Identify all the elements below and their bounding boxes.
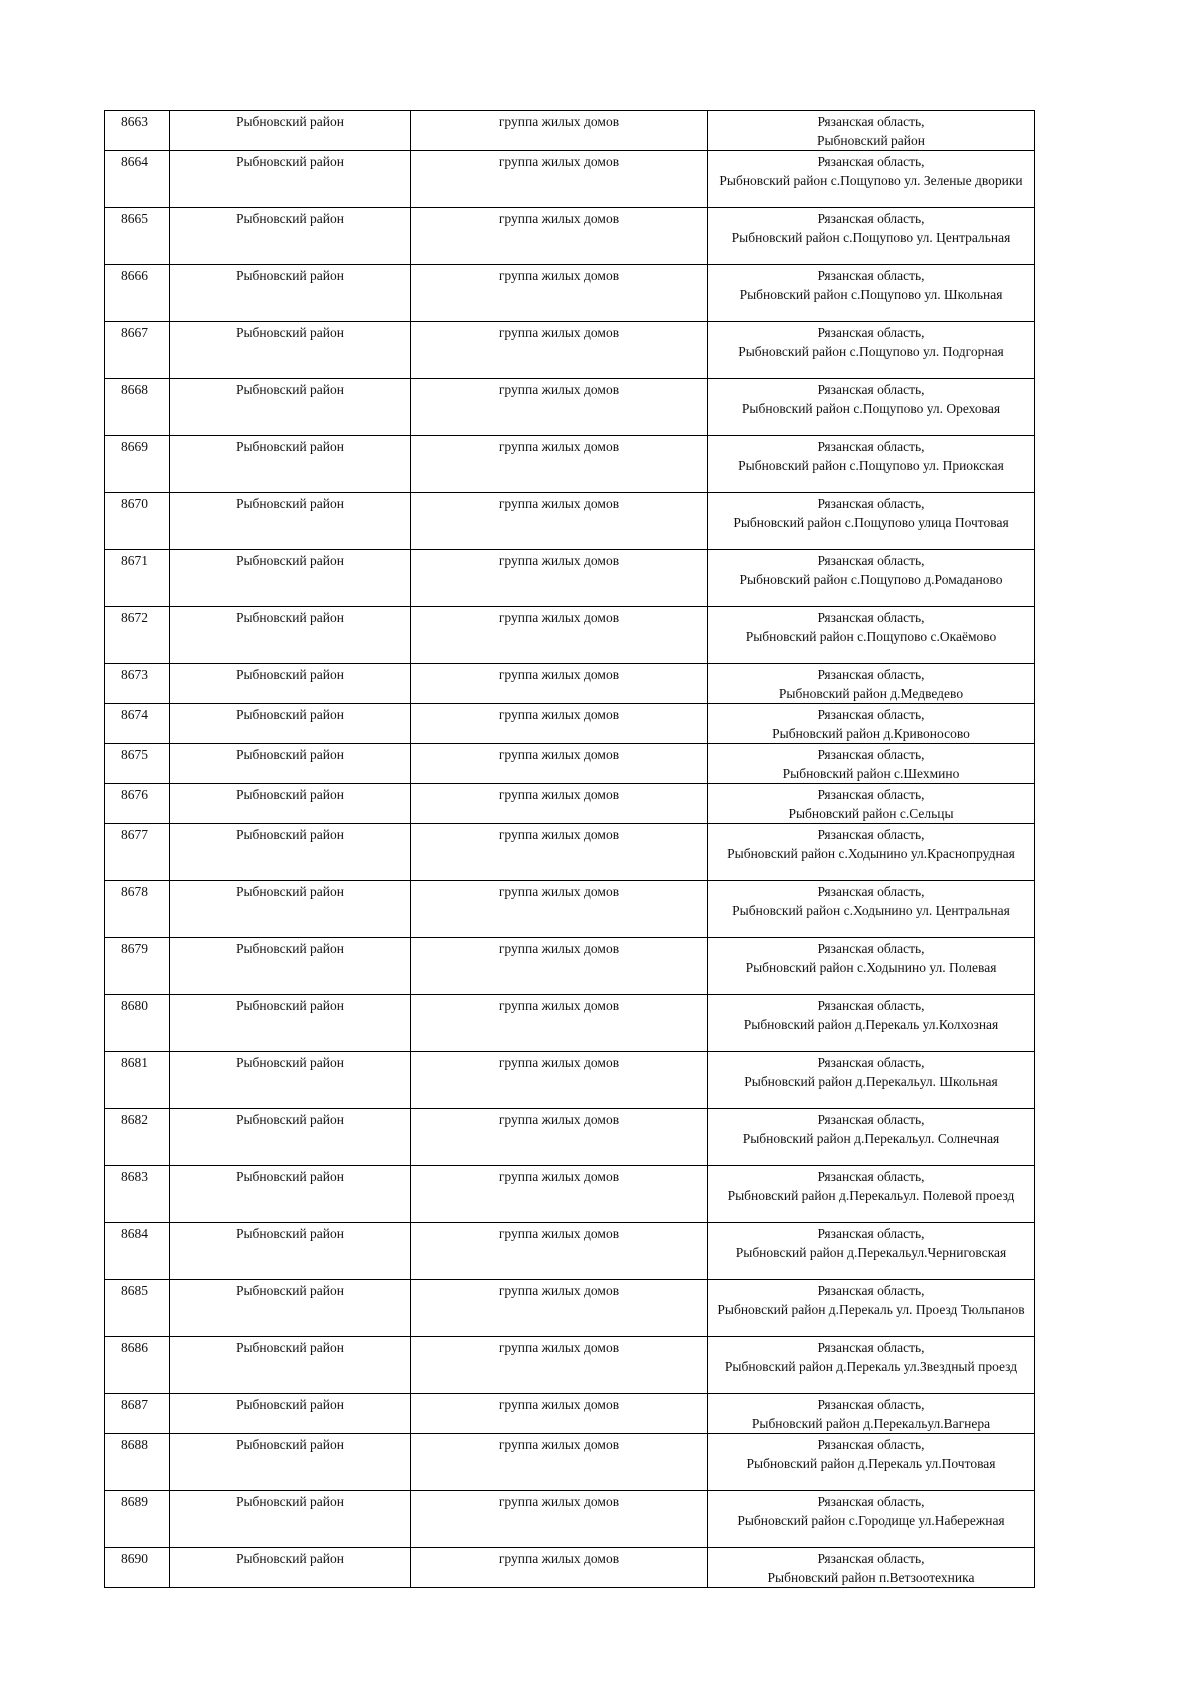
district-cell: Рыбновский район <box>170 111 411 151</box>
address-locality: Рыбновский район д.Перекаль ул.Звездный проезд <box>724 1359 1018 1374</box>
object-type-cell: группа жилых домов <box>411 550 708 607</box>
address-cell <box>708 607 1035 664</box>
address-locality: Рыбновский район д.Перекаль ул. Проезд Тюльпанов <box>717 1302 1025 1317</box>
table-row <box>105 664 1035 704</box>
address-cell <box>708 1109 1035 1166</box>
address-cell <box>708 436 1035 493</box>
address-region: Рязанская область, <box>817 1551 925 1566</box>
district-cell: Рыбновский район <box>170 379 411 436</box>
district-cell: Рыбновский район <box>170 1109 411 1166</box>
address-region: Рязанская область, <box>817 496 925 511</box>
table-row <box>105 744 1035 784</box>
object-type-cell: группа жилых домов <box>411 151 708 208</box>
address-cell <box>708 1548 1035 1588</box>
row-number-cell: 8678 <box>105 881 170 938</box>
address-cell <box>708 1052 1035 1109</box>
address-locality: Рыбновский район д.Кривоносово <box>772 726 970 741</box>
address-locality: Рыбновский район с.Сельцы <box>788 806 954 821</box>
address-locality: Рыбновский район д.Перекальул.Черниговская <box>735 1245 1007 1260</box>
district-cell: Рыбновский район <box>170 1491 411 1548</box>
object-type-cell: группа жилых домов <box>411 704 708 744</box>
address-cell <box>708 322 1035 379</box>
address-region: Рязанская область, <box>817 154 925 169</box>
table-row <box>105 1394 1035 1434</box>
object-type-cell: группа жилых домов <box>411 1434 708 1491</box>
table-row <box>105 265 1035 322</box>
object-type-cell: группа жилых домов <box>411 322 708 379</box>
object-type-cell: группа жилых домов <box>411 111 708 151</box>
address-region: Рязанская область, <box>817 941 925 956</box>
object-type-cell: группа жилых домов <box>411 265 708 322</box>
address-locality: Рыбновский район с.Пощупово ул. Школьная <box>739 287 1003 302</box>
row-number-cell: 8676 <box>105 784 170 824</box>
address-region: Рязанская область, <box>817 1340 925 1355</box>
object-type-cell: группа жилых домов <box>411 493 708 550</box>
object-type-cell: группа жилых домов <box>411 784 708 824</box>
address-locality: Рыбновский район с.Пощупово ул. Зеленые дворики <box>719 173 1023 188</box>
address-region: Рязанская область, <box>817 1169 925 1184</box>
row-number-cell: 8665 <box>105 208 170 265</box>
registry-table-body <box>105 111 1035 1588</box>
object-type-cell: группа жилых домов <box>411 824 708 881</box>
address-locality: Рыбновский район д.Перекальул. Школьная <box>744 1074 998 1089</box>
address-cell <box>708 493 1035 550</box>
object-type-cell: группа жилых домов <box>411 1337 708 1394</box>
address-region: Рязанская область, <box>817 114 925 129</box>
address-locality: Рыбновский район <box>816 133 926 148</box>
district-cell: Рыбновский район <box>170 1548 411 1588</box>
row-number-cell: 8669 <box>105 436 170 493</box>
row-number-cell: 8671 <box>105 550 170 607</box>
district-cell: Рыбновский район <box>170 881 411 938</box>
row-number-cell: 8667 <box>105 322 170 379</box>
address-cell <box>708 1166 1035 1223</box>
address-locality: Рыбновский район с.Пощупово д.Ромаданово <box>739 572 1003 587</box>
district-cell: Рыбновский район <box>170 1052 411 1109</box>
address-region: Рязанская область, <box>817 439 925 454</box>
table-row <box>105 379 1035 436</box>
address-region: Рязанская область, <box>817 268 925 283</box>
address-locality: Рыбновский район д.Медведево <box>778 686 964 701</box>
address-region: Рязанская область, <box>817 1397 925 1412</box>
table-row <box>105 1491 1035 1548</box>
address-cell <box>708 151 1035 208</box>
district-cell: Рыбновский район <box>170 664 411 704</box>
district-cell: Рыбновский район <box>170 493 411 550</box>
district-cell: Рыбновский район <box>170 322 411 379</box>
district-cell: Рыбновский район <box>170 824 411 881</box>
address-region: Рязанская область, <box>817 827 925 842</box>
row-number-cell: 8668 <box>105 379 170 436</box>
table-row <box>105 995 1035 1052</box>
address-locality: Рыбновский район д.Перекальул. Солнечная <box>742 1131 1000 1146</box>
address-locality: Рыбновский район с.Пощупово с.Окаёмово <box>745 629 997 644</box>
row-number-cell: 8673 <box>105 664 170 704</box>
address-region: Рязанская область, <box>817 325 925 340</box>
address-cell <box>708 664 1035 704</box>
row-number-cell: 8690 <box>105 1548 170 1588</box>
row-number-cell: 8686 <box>105 1337 170 1394</box>
object-type-cell: группа жилых домов <box>411 1109 708 1166</box>
district-cell: Рыбновский район <box>170 704 411 744</box>
table-row <box>105 881 1035 938</box>
row-number-cell: 8679 <box>105 938 170 995</box>
address-locality: Рыбновский район с.Городище ул.Набережная <box>737 1513 1005 1528</box>
address-cell <box>708 704 1035 744</box>
table-row <box>105 1434 1035 1491</box>
object-type-cell: группа жилых домов <box>411 1548 708 1588</box>
table-row <box>105 938 1035 995</box>
row-number-cell: 8677 <box>105 824 170 881</box>
row-number-cell: 8689 <box>105 1491 170 1548</box>
address-region: Рязанская область, <box>817 610 925 625</box>
address-cell <box>708 208 1035 265</box>
table-row <box>105 322 1035 379</box>
table-row <box>105 784 1035 824</box>
address-locality: Рыбновский район с.Пощупово улица Почтовая <box>733 515 1009 530</box>
address-cell <box>708 881 1035 938</box>
district-cell: Рыбновский район <box>170 607 411 664</box>
table-row <box>105 493 1035 550</box>
address-locality: Рыбновский район с.Шехмино <box>782 766 960 781</box>
district-cell: Рыбновский район <box>170 436 411 493</box>
row-number-cell: 8666 <box>105 265 170 322</box>
object-type-cell: группа жилых домов <box>411 607 708 664</box>
address-cell <box>708 1337 1035 1394</box>
address-locality: Рыбновский район п.Ветзоотехника <box>767 1570 975 1585</box>
table-row <box>105 111 1035 151</box>
district-cell: Рыбновский район <box>170 265 411 322</box>
address-cell <box>708 1491 1035 1548</box>
table-row <box>105 1548 1035 1588</box>
row-number-cell: 8674 <box>105 704 170 744</box>
address-region: Рязанская область, <box>817 553 925 568</box>
address-cell <box>708 824 1035 881</box>
object-type-cell: группа жилых домов <box>411 744 708 784</box>
table-row <box>105 1166 1035 1223</box>
address-region: Рязанская область, <box>817 1112 925 1127</box>
table-row <box>105 550 1035 607</box>
address-cell <box>708 1280 1035 1337</box>
address-cell <box>708 550 1035 607</box>
district-cell: Рыбновский район <box>170 1434 411 1491</box>
row-number-cell: 8670 <box>105 493 170 550</box>
address-region: Рязанская область, <box>817 1437 925 1452</box>
district-cell: Рыбновский район <box>170 208 411 265</box>
row-number-cell: 8664 <box>105 151 170 208</box>
table-row <box>105 607 1035 664</box>
address-locality: Рыбновский район с.Пощупово ул. Центральная <box>731 230 1011 245</box>
address-region: Рязанская область, <box>817 211 925 226</box>
object-type-cell: группа жилых домов <box>411 664 708 704</box>
address-cell <box>708 995 1035 1052</box>
object-type-cell: группа жилых домов <box>411 1280 708 1337</box>
address-locality: Рыбновский район д.Перекальул. Полевой проезд <box>727 1188 1015 1203</box>
address-locality: Рыбновский район с.Ходынино ул. Полевая <box>745 960 997 975</box>
district-cell: Рыбновский район <box>170 784 411 824</box>
district-cell: Рыбновский район <box>170 1394 411 1434</box>
address-cell <box>708 938 1035 995</box>
table-row <box>105 1052 1035 1109</box>
table-row <box>105 208 1035 265</box>
address-region: Рязанская область, <box>817 707 925 722</box>
address-region: Рязанская область, <box>817 998 925 1013</box>
district-cell: Рыбновский район <box>170 995 411 1052</box>
table-row <box>105 1337 1035 1394</box>
district-cell: Рыбновский район <box>170 744 411 784</box>
table-row <box>105 704 1035 744</box>
address-cell <box>708 265 1035 322</box>
address-region: Рязанская область, <box>817 884 925 899</box>
address-cell <box>708 379 1035 436</box>
address-cell <box>708 1394 1035 1434</box>
table-row <box>105 1109 1035 1166</box>
row-number-cell: 8672 <box>105 607 170 664</box>
object-type-cell: группа жилых домов <box>411 938 708 995</box>
table-row <box>105 1223 1035 1280</box>
table-row <box>105 436 1035 493</box>
object-type-cell: группа жилых домов <box>411 881 708 938</box>
address-cell <box>708 111 1035 151</box>
district-cell: Рыбновский район <box>170 1280 411 1337</box>
row-number-cell: 8663 <box>105 111 170 151</box>
address-locality: Рыбновский район с.Пощупово ул. Подгорная <box>738 344 1004 359</box>
address-locality: Рыбновский район с.Ходынино ул. Центральная <box>732 903 1010 918</box>
row-number-cell: 8682 <box>105 1109 170 1166</box>
object-type-cell: группа жилых домов <box>411 436 708 493</box>
object-type-cell: группа жилых домов <box>411 208 708 265</box>
address-locality: Рыбновский район с.Ходынино ул.Краснопрудная <box>727 846 1015 861</box>
district-cell: Рыбновский район <box>170 550 411 607</box>
address-cell <box>708 1223 1035 1280</box>
district-cell: Рыбновский район <box>170 1166 411 1223</box>
row-number-cell: 8684 <box>105 1223 170 1280</box>
address-locality: Рыбновский район с.Пощупово ул. Приокская <box>738 458 1004 473</box>
address-locality: Рыбновский район с.Пощупово ул. Ореховая <box>741 401 1001 416</box>
district-cell: Рыбновский район <box>170 938 411 995</box>
address-region: Рязанская область, <box>817 667 925 682</box>
address-region: Рязанская область, <box>817 382 925 397</box>
object-type-cell: группа жилых домов <box>411 1166 708 1223</box>
object-type-cell: группа жилых домов <box>411 1223 708 1280</box>
address-region: Рязанская область, <box>817 1055 925 1070</box>
row-number-cell: 8681 <box>105 1052 170 1109</box>
row-number-cell: 8688 <box>105 1434 170 1491</box>
address-region: Рязанская область, <box>817 1283 925 1298</box>
address-locality: Рыбновский район д.Перекальул.Вагнера <box>751 1416 991 1431</box>
object-type-cell: группа жилых домов <box>411 1491 708 1548</box>
district-cell: Рыбновский район <box>170 1223 411 1280</box>
object-type-cell: группа жилых домов <box>411 1052 708 1109</box>
address-region: Рязанская область, <box>817 1494 925 1509</box>
address-cell <box>708 1434 1035 1491</box>
address-cell <box>708 744 1035 784</box>
district-cell: Рыбновский район <box>170 1337 411 1394</box>
address-locality: Рыбновский район д.Перекаль ул.Колхозная <box>743 1017 999 1032</box>
object-type-cell: группа жилых домов <box>411 1394 708 1434</box>
district-cell: Рыбновский район <box>170 151 411 208</box>
address-locality: Рыбновский район д.Перекаль ул.Почтовая <box>746 1456 996 1471</box>
address-region: Рязанская область, <box>817 787 925 802</box>
table-row <box>105 824 1035 881</box>
row-number-cell: 8683 <box>105 1166 170 1223</box>
registry-table <box>104 110 1035 1588</box>
row-number-cell: 8675 <box>105 744 170 784</box>
row-number-cell: 8680 <box>105 995 170 1052</box>
address-region: Рязанская область, <box>817 1226 925 1241</box>
address-region: Рязанская область, <box>817 747 925 762</box>
table-row <box>105 1280 1035 1337</box>
address-cell <box>708 784 1035 824</box>
object-type-cell: группа жилых домов <box>411 995 708 1052</box>
row-number-cell: 8687 <box>105 1394 170 1434</box>
table-row <box>105 151 1035 208</box>
row-number-cell: 8685 <box>105 1280 170 1337</box>
object-type-cell: группа жилых домов <box>411 379 708 436</box>
